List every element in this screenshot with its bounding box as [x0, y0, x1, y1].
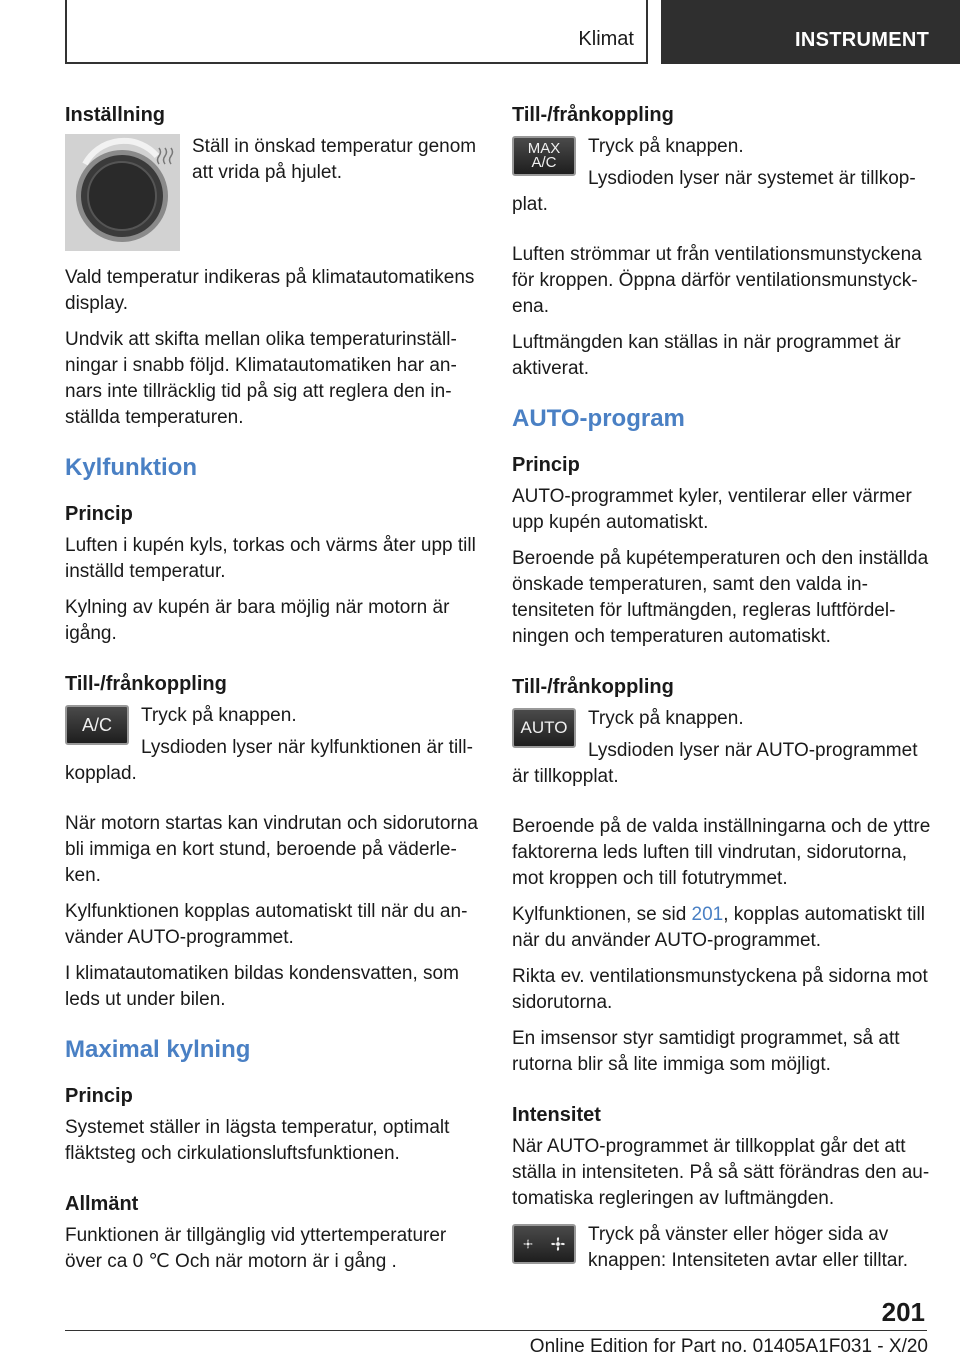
cooling-paragraph-2: Kylning av kupén är bara möjlig när motorn är igång.: [65, 597, 450, 644]
max-paragraph-3: Luftmängden kan ställas in när programmet är aktiverat.: [512, 332, 901, 379]
auto-paragraph-5: Rikta ev. ventilationsmunstyckena på sidorna mot sidorutorna.: [512, 966, 928, 1013]
max-switch-heading: Till-/frånkoppling: [512, 104, 674, 126]
temperature-knob-image: [65, 134, 180, 251]
header-section-title: Klimat: [578, 28, 634, 50]
auto-paragraph-2: Beroende på kupétemperaturen och den inställda önskade temperaturen, samt den valda intensiteten för luftmängden, regleras luftfördelningen och temperaturen automatiskt.: [512, 548, 929, 647]
auto-paragraph-4-end: , kopplas automatiskt till när du använder AUTO-programmet.: [512, 904, 925, 951]
max-principle-heading: Princip: [65, 1085, 133, 1107]
auto-button-image: AUTO: [512, 708, 576, 748]
max-press-text: Tryck på knappen.: [588, 136, 744, 157]
auto-led-text: Lysdioden lyser när AUTO-programmet är tillkopplat.: [512, 740, 918, 787]
auto-switch-heading: Till-/frånkoppling: [512, 676, 674, 698]
cooling-principle-heading: Princip: [65, 503, 133, 525]
general-paragraph-1: Funktionen är tillgänglig vid yttertemperaturer över ca 0 ℃ Och när motorn är i gång .: [65, 1225, 447, 1272]
intensity-button-image: [512, 1224, 576, 1264]
knob-figure-row: [65, 134, 480, 251]
auto-button-row: [512, 706, 932, 800]
auto-section-title: AUTO-program: [512, 405, 685, 432]
temperature-knob-icon: [65, 134, 180, 251]
footer-rule: [65, 1330, 927, 1331]
ac-button-image: A/C: [65, 705, 129, 745]
intensity-paragraph-1: När AUTO-programmet är tillkopplat går det att ställa in intensiteten. På så sätt förändras den automatiska regleringen av luftmängden.: [512, 1136, 930, 1209]
auto-press-text: Tryck på knappen.: [588, 708, 744, 729]
intensity-heading: Intensitet: [512, 1104, 601, 1126]
right-column: [512, 102, 932, 1284]
cooling-paragraph-3: När motorn startas kan vindrutan och sidorutorna bli immiga en kort stund, beroende på väderleken.: [65, 813, 478, 886]
max-paragraph-2: Luften strömmar ut från ventilationsmunstyckena för kroppen. Öppna därför ventilationsmunstyckena.: [512, 244, 922, 317]
auto-paragraph-3: Beroende på de valda inställningarna och de yttre faktorerna leds luften till vindrutan, sidorutorna, mot kroppen och till fotutrymmet.: [512, 816, 931, 889]
left-column: [65, 102, 480, 1285]
cooling-paragraph-1: Luften i kupén kyls, torkas och värms åter upp till inställd temperatur.: [65, 535, 476, 582]
setting-text: Ställ in önskad temperatur genom att vrida på hjulet.: [192, 136, 477, 183]
max-paragraph-1: Systemet ställer in lägsta temperatur, optimalt fläktsteg och cirkulationsluftsfunktionen.: [65, 1117, 450, 1164]
max-ac-button-image: [512, 136, 576, 176]
auto-principle-heading: Princip: [512, 454, 580, 476]
page-number: 201: [881, 1297, 925, 1327]
ac-led-text: Lysdioden lyser när kylfunktionen är tillkopplad.: [65, 737, 473, 784]
page-201-link[interactable]: 201: [691, 904, 724, 925]
auto-paragraph-4-start: Kylfunktionen, se sid: [512, 904, 692, 925]
cooling-paragraph-4: Kylfunktionen kopplas automatiskt till när du använder AUTO-programmet.: [65, 901, 468, 948]
ac-press-text: Tryck på knappen.: [141, 705, 297, 726]
footer-edition: Online Edition for Part no. 01405A1F031 - X/20: [529, 1336, 928, 1357]
ac-button-row: [65, 703, 480, 797]
setting-paragraph-2: Undvik att skifta mellan olika temperaturinställningar i snabb följd. Klimatautomatiken har annars inte tillräcklig tid på sig att reglera den inställda temperaturen.: [65, 329, 457, 428]
auto-paragraph-1: AUTO-programmet kyler, ventilerar eller värmer upp kupén automatiskt.: [512, 486, 912, 533]
setting-paragraph-1: Vald temperatur indikeras på klimatautomatikens display.: [65, 267, 475, 314]
fan-low-icon: [521, 1237, 535, 1251]
intensity-button-row: [512, 1222, 932, 1284]
fan-high-icon: [549, 1235, 567, 1253]
max-ac-button-line-1: MAX: [527, 140, 561, 157]
max-cooling-section-title: Maximal kylning: [65, 1036, 251, 1063]
cooling-paragraph-5: I klimatautomatiken bildas kondensvatten, som leds ut under bilen.: [65, 963, 459, 1010]
header-chapter-tab: INSTRUMENT: [661, 0, 960, 64]
cooling-section-title: Kylfunktion: [65, 454, 197, 481]
setting-heading: Inställning: [65, 104, 165, 126]
cooling-switch-heading: Till-/frånkoppling: [65, 673, 227, 695]
max-ac-button-row: [512, 134, 932, 228]
intensity-press-text: Tryck på vänster eller höger sida av knappen: Intensiteten avtar eller tilltar.: [588, 1224, 909, 1271]
header-frame: [65, 0, 648, 64]
max-ac-button-line-2: A/C: [531, 154, 557, 171]
max-led-text: Lysdioden lyser när systemet är tillkopplat.: [512, 168, 916, 215]
auto-paragraph-4: [512, 902, 932, 954]
auto-paragraph-6: En imsensor styr samtidigt programmet, så att rutorna blir så lite immiga som möjligt.: [512, 1028, 900, 1075]
general-heading: Allmänt: [65, 1193, 139, 1215]
